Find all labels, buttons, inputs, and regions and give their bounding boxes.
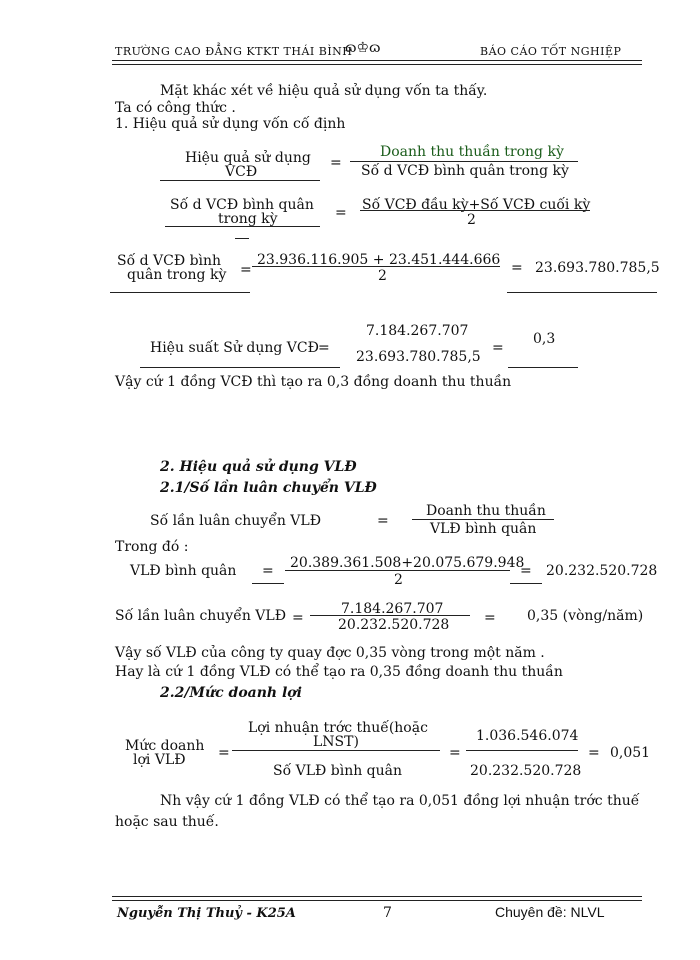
f3-result-underline	[507, 292, 657, 293]
f5-equals: =	[377, 513, 389, 529]
f7-numerator: 7.184.267.707	[341, 601, 444, 617]
f4-left: Hiệu suất Sử dụng VCĐ	[150, 340, 319, 356]
f1-left-underline	[160, 180, 320, 181]
f1-left-top: Hiệu quả sử dụng	[185, 150, 311, 166]
f8-equals-1: =	[218, 745, 230, 761]
f4-equals-2: =	[492, 340, 504, 356]
header-ornament: ɷ♔ɷ	[345, 40, 381, 56]
f2-numerator: Số VCĐ đầu kỳ+Số VCĐ cuối kỳ	[362, 197, 591, 213]
f3-equals-1: =	[240, 262, 252, 278]
f6-result: 20.232.520.728	[546, 563, 658, 579]
f1-denominator: Số d VCĐ bình quân trong kỳ	[361, 163, 569, 179]
f3-left-top: Số d VCĐ bình	[117, 253, 222, 269]
f7-left: Số lần luân chuyển VLĐ	[115, 608, 287, 624]
f6-fraction-bar	[285, 570, 510, 571]
f2-left-top: Số d VCĐ bình quân	[170, 197, 314, 213]
f2-dash	[235, 238, 249, 239]
f3-left-bottom: quân trong kỳ	[127, 267, 227, 283]
f4-denominator: 23.693.780.785,5	[356, 349, 481, 365]
intro-line1: Mặt khác xét về hiệu quả sử dụng vốn ta thấy.	[160, 83, 488, 99]
f8-den1: Số VLĐ bình quân	[273, 763, 403, 779]
f8-num2: 1.036.546.074	[476, 728, 579, 744]
f3-fraction-bar	[252, 266, 500, 267]
f3-result: 23.693.780.785,5	[535, 260, 660, 276]
f2-fraction-bar	[360, 210, 590, 211]
f8-fraction-bar-1	[232, 750, 440, 751]
section2-heading: 2. Hiệu quả sử dụng VLĐ	[160, 459, 357, 475]
f8-equals-3: =	[588, 745, 600, 761]
header-rule	[112, 60, 642, 65]
f5-fraction-bar	[412, 519, 554, 520]
f7-denominator: 20.232.520.728	[338, 617, 450, 633]
footer-rule	[112, 896, 642, 901]
f7-result: 0,35 (vòng/năm)	[527, 608, 644, 624]
f6-equals-2: =	[520, 563, 532, 579]
f4-equals-1: =	[318, 340, 330, 356]
conclusion-vld-line2: Hay là cứ 1 đồng VLĐ có thể tạo ra 0,35 đồng doanh thu thuần	[115, 664, 563, 680]
f1-left-bottom: VCĐ	[225, 164, 258, 180]
intro-line2: Ta có công thức .	[115, 100, 236, 116]
conclusion-vld-line1: Vậy số VLĐ của công ty quay đợc 0,35 vòng trong một năm .	[115, 645, 545, 661]
f8-result: 0,051	[610, 745, 651, 761]
f2-denominator: 2	[467, 212, 476, 228]
f4-numerator: 7.184.267.707	[366, 323, 469, 339]
f3-numerator: 23.936.116.905 + 23.451.444.666	[257, 252, 501, 268]
conclusion-profit-line1: Nh vậy cứ 1 đồng VLĐ có thể tạo ra 0,051 đồng lợi nhuận trớc thuế	[160, 793, 640, 809]
f4-result-underline	[508, 367, 578, 368]
f3-equals-2: =	[511, 260, 523, 276]
f1-equals: =	[330, 155, 342, 171]
f6-eq2-underline	[510, 583, 542, 584]
f3-denominator: 2	[378, 268, 387, 284]
footer-author: Nguyễn Thị Thuỷ - K25A	[117, 906, 296, 921]
f6-denominator: 2	[394, 572, 403, 588]
f8-left-top: Mức doanh	[125, 738, 205, 754]
footer-page-number: 7	[383, 905, 392, 921]
f3-left-underline	[110, 292, 250, 293]
f8-equals-2: =	[449, 745, 461, 761]
f8-num1-line1: Lợi nhuận trớc thuế(hoặc	[248, 720, 428, 736]
f7-equals-2: =	[484, 610, 496, 626]
f8-den2: 20.232.520.728	[470, 763, 582, 779]
conclusion-profit-line2: hoặc sau thuế.	[115, 814, 219, 830]
section2-sub2: 2.2/Mức doanh lợi	[160, 685, 302, 701]
section1-heading: 1. Hiệu quả sử dụng vốn cố định	[115, 116, 346, 132]
f5-left: Số lần luân chuyển VLĐ	[150, 513, 322, 529]
f8-fraction-bar-2	[466, 750, 578, 751]
f8-left-bottom: lợi VLĐ	[133, 752, 186, 768]
footer-topic: Chuyên đề: NLVL	[495, 904, 605, 920]
header-school: TRƯỜNG CAO ĐẲNG KTKT THÁI BÌNH	[115, 45, 353, 58]
f4-left-underline	[140, 367, 340, 368]
f6-equals-1: =	[262, 563, 274, 579]
header-report-title: BÁO CÁO TỐT NGHIỆP	[480, 45, 622, 58]
f5-numerator: Doanh thu thuần	[426, 503, 546, 519]
f7-equals-1: =	[292, 610, 304, 626]
f2-left-underline	[165, 226, 320, 227]
f6-eq-underline	[252, 583, 284, 584]
f1-fraction-bar	[350, 161, 578, 162]
f2-left-bottom: trong kỳ	[218, 211, 278, 227]
conclusion-vcd: Vậy cứ 1 đồng VCĐ thì tạo ra 0,3 đồng doanh thu thuần	[115, 374, 512, 390]
f1-numerator: Doanh thu thuần trong kỳ	[380, 144, 564, 160]
f7-fraction-bar	[310, 615, 470, 616]
trong-do: Trong đó :	[115, 539, 189, 555]
section2-sub1: 2.1/Số lần luân chuyển VLĐ	[160, 480, 377, 496]
f6-left: VLĐ bình quân	[130, 563, 237, 579]
f8-num1-line2: LNST)	[313, 734, 359, 750]
f5-denominator: VLĐ bình quân	[430, 521, 537, 537]
f4-result: 0,3	[533, 331, 556, 347]
f6-numerator: 20.389.361.508+20.075.679.948	[290, 555, 525, 571]
f2-equals: =	[335, 205, 347, 221]
